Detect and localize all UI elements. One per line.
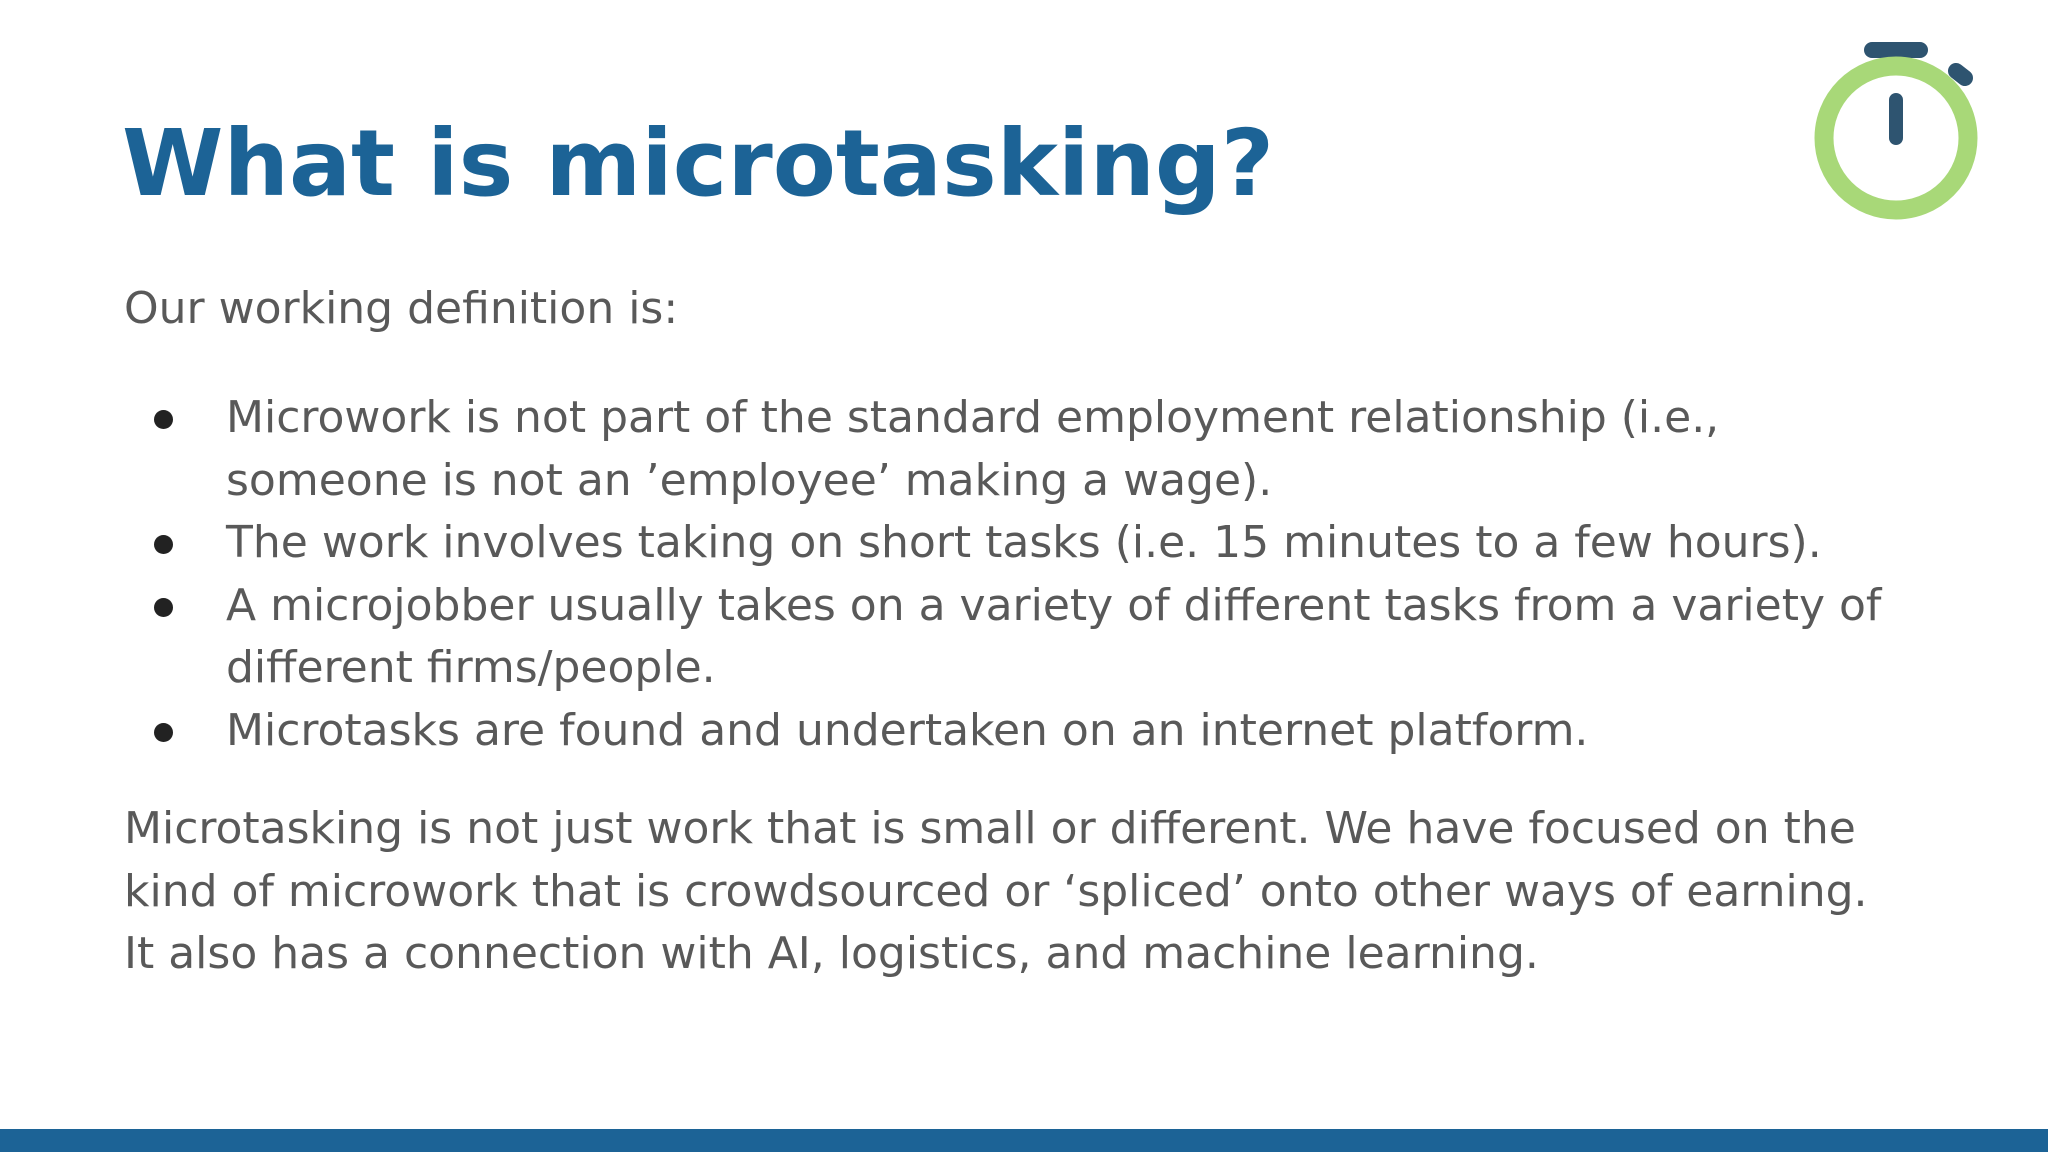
bullet-line: The work involves taking on short tasks (i.e. 15 minutes to a few hours).: [226, 517, 1822, 568]
bullet-item-3: [124, 575, 1924, 700]
closing-paragraph: [124, 798, 1868, 986]
closing-line: kind of microwork that is crowdsourced or ‘spliced’ onto other ways of earning.: [124, 865, 1868, 917]
bullet-line: different firms/people.: [226, 642, 716, 693]
bullet-icon: [154, 535, 173, 554]
bullet-icon: [154, 723, 173, 742]
stopwatch-icon: [1808, 36, 1978, 222]
slide-title: What is microtasking?: [122, 110, 1275, 217]
bullet-line: someone is not an ’employee’ making a wage).: [226, 454, 1273, 506]
bullet-line: A microjobber usually takes on a variety of different tasks from a variety of: [226, 579, 1882, 631]
bullet-item-1: [124, 387, 1924, 512]
intro-text: Our working definition is:: [124, 283, 679, 334]
bullet-icon: [154, 598, 173, 617]
definition-bullet-list: [124, 387, 1924, 762]
bullet-icon: [154, 410, 173, 429]
footer-bar: [0, 1129, 2048, 1152]
bullet-item-4: [124, 700, 1924, 763]
closing-line: It also has a connection with AI, logistics, and machine learning.: [124, 928, 1539, 979]
bullet-line: Microtasks are found and undertaken on an internet platform.: [226, 704, 1589, 756]
bullet-line: Microwork is not part of the standard employment relationship (i.e.,: [226, 392, 1720, 443]
closing-line: Microtasking is not just work that is small or different. We have focused on the: [124, 803, 1856, 854]
bullet-item-2: [124, 512, 1924, 575]
